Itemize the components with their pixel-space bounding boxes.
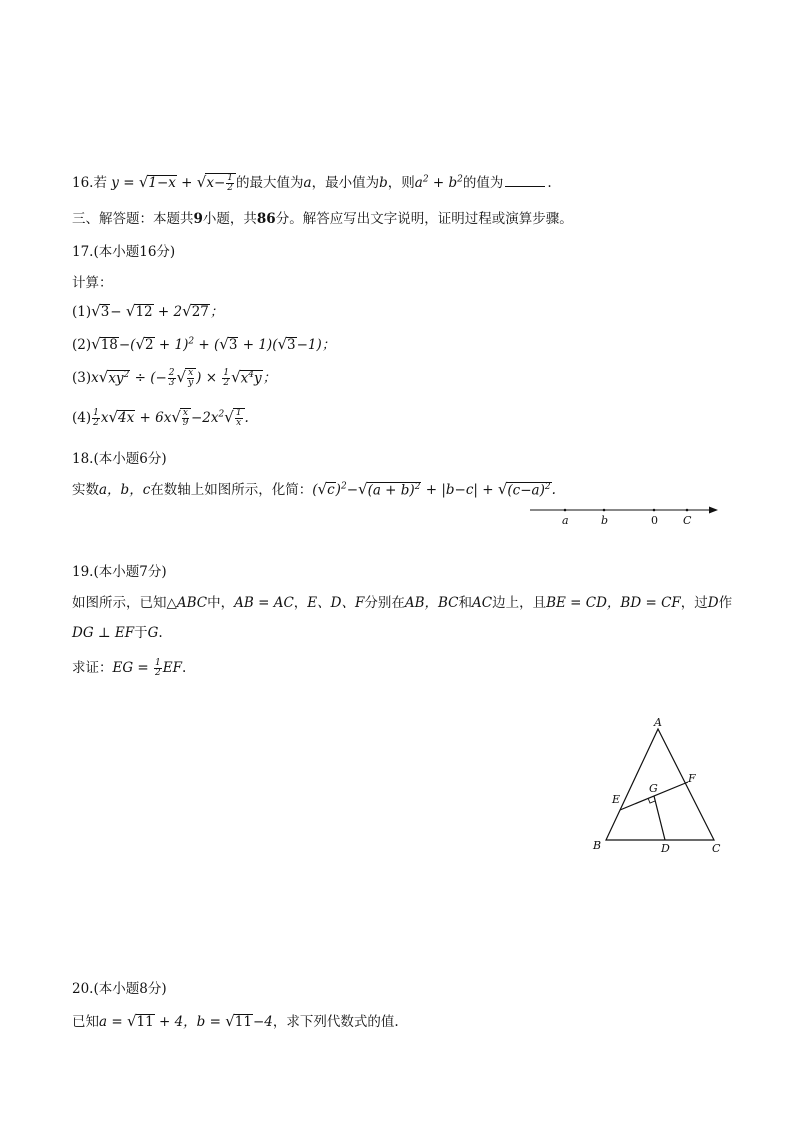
label-0: 0 [651,514,658,526]
label-B: B [593,839,602,852]
label-c: C [683,514,692,526]
question-17-heading: 17.(本小题16分) [72,244,176,260]
triangle-diagram [588,712,738,857]
question-17-instruction: 计算： [72,275,113,291]
q17-part-3: $(3)x√xy^2$ ÷ (− $\frac{2}{3}$ √ $\frac{x}{y}$ ) × $\frac{1}{2}$ $√x^4y$； [72,368,277,388]
label-b: b [601,514,609,526]
question-18-text: 实数a，b，c在数轴上如图所示，化简：$(√c)^2-√(a + b)^2 + |b-c| + √(c-a)^2$. [72,480,556,498]
point-a [564,509,567,512]
number-line-arrow [709,507,718,514]
label-F: F [688,772,696,785]
right-angle-mark [648,798,655,803]
question-20-text: 已知a = √11 + 4，b = √11−4，求下列代数式的值. [72,1012,399,1030]
label-D: D [661,842,670,855]
question-19-proof: 求证：EG = $\frac{1}{2}$ EF. [72,658,187,678]
question-18-heading: 18.(本小题6分) [72,451,167,467]
segment-dg [654,796,665,840]
label-E: E [612,793,621,806]
label-G: G [649,782,658,795]
q17-part-4: (4) $\frac{1}{2}$ x√4x + 6x√ $\frac{x}{9}$ $-2x^2√$ $\frac{1}{x}$ . [72,408,249,428]
point-0 [653,509,656,512]
label-C: C [712,842,721,855]
question-19-text-line2: DG ⊥ EF于G. [72,625,163,641]
label-a: a [562,514,569,526]
question-16: 16.若 y = √1−x + √x− $\frac{1}{2}$ 的最大值为a，最小值为b，则$a^2 + b^2$的值为 . [72,173,552,193]
label-A: A [654,716,662,729]
number-line [528,502,728,526]
q17-part-1: (1)√3− √12 + 2√27； [72,302,224,320]
q17-part-2: $(2)√18-(√2 + 1)^2 + (√3 + 1)(√3-1)$； [72,335,336,353]
triangle-abc [606,729,714,840]
point-b [603,509,606,512]
question-20-heading: 20.(本小题8分) [72,981,167,997]
question-19-text-line1: 如图所示，已知△ABC中，AB = AC，E、D、F分别在AB，BC和AC边上，且BE = CD，BD = CF，过D作 [72,595,733,611]
question-19-heading: 19.(本小题7分) [72,564,167,580]
section-3-header: 三、解答题：本题共9小题，共86分。解答应写出文字说明，证明过程或演算步骤。 [72,211,573,227]
q16-expression: y = √1−x + √x− $\frac{1}{2}$ [111,175,236,191]
point-c [686,509,689,512]
answer-blank[interactable] [505,176,545,187]
